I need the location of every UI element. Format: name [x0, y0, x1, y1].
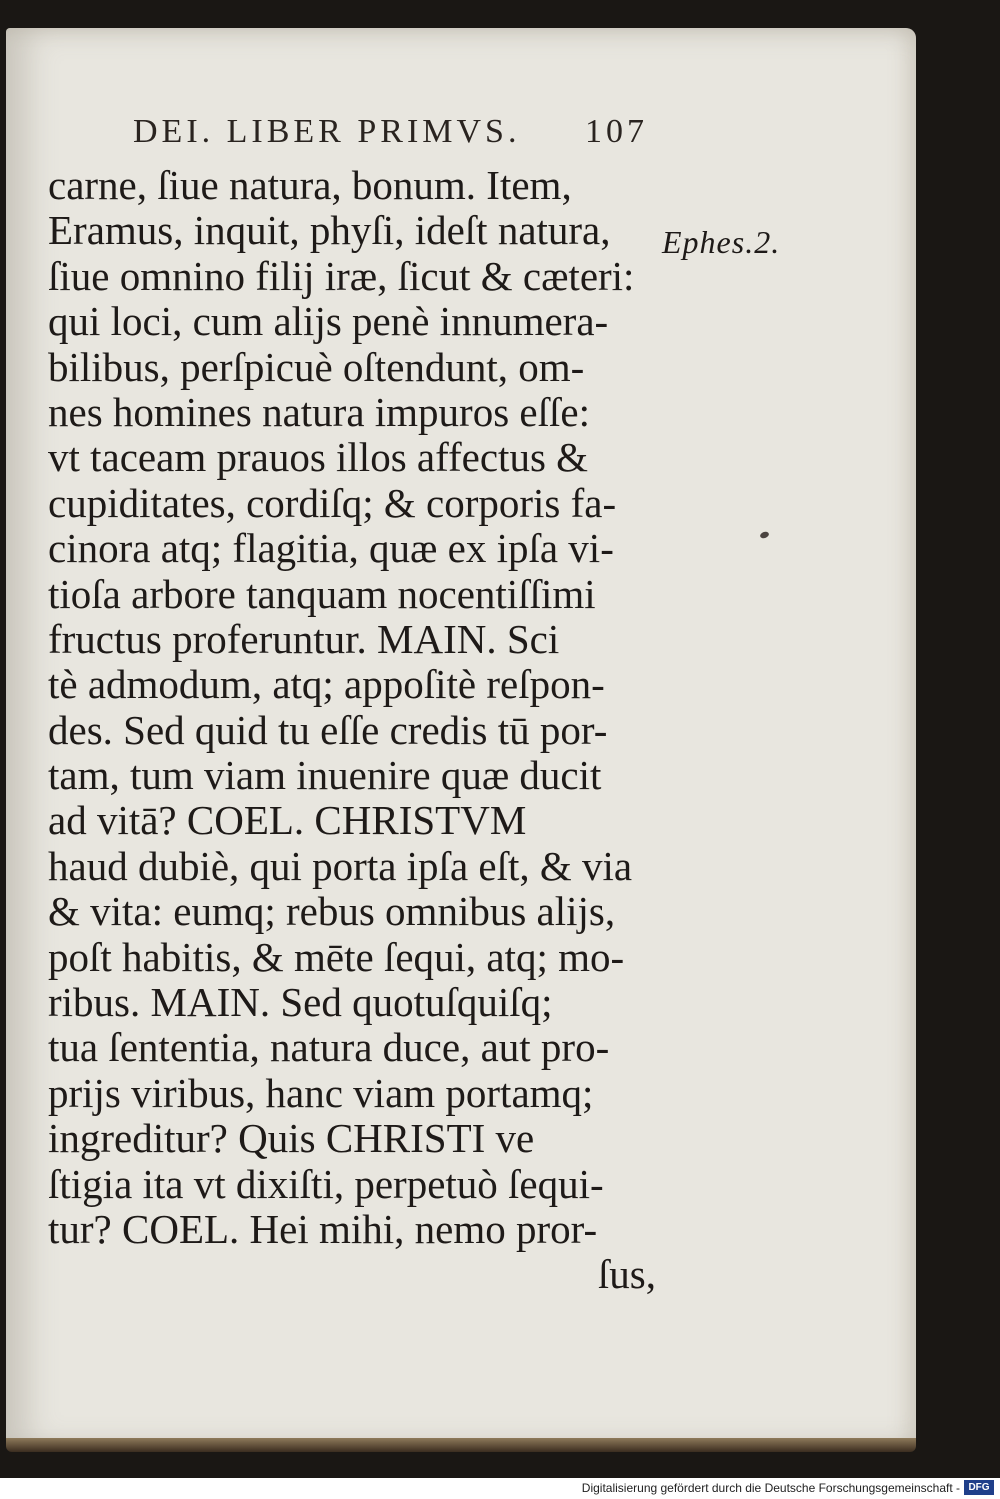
margin-note: Ephes.2.: [662, 224, 781, 260]
body-text: [48, 163, 656, 1298]
text-line: cupiditates, cordiſq; & corporis fa-: [48, 479, 617, 526]
page-number: 107: [585, 113, 648, 150]
text-line: Eramus, inquit, phyſi, ideſt natura,: [48, 207, 611, 254]
text-line: ribus. MAIN. Sed quotuſquiſq;: [48, 979, 553, 1026]
text-line: tua ſententia, natura duce, aut pro-: [48, 1024, 610, 1071]
text-line: poſt habitis, & mēte ſequi, atq; mo-: [48, 933, 625, 980]
text-line: ſtigia ita vt dixiſti, perpetuò ſequi-: [48, 1160, 604, 1207]
text-line: bilibus, perſpicuè oſtendunt, om-: [48, 343, 585, 390]
text-line: nes homines natura impuros eſſe:: [48, 388, 590, 435]
text-line: cinora atq; flagitia, quæ ex ipſa vi-: [48, 525, 614, 572]
text-line: qui loci, cum alijs penè innumera-: [48, 298, 609, 345]
text-line: carne, ſiue natura, bonum. Item,: [48, 162, 572, 208]
text-line: fructus proferuntur. MAIN. Sci: [48, 615, 560, 662]
text-line: ingreditur? Quis CHRISTI ve: [48, 1115, 535, 1162]
text-line: prijs viribus, hanc viam portamq;: [48, 1069, 594, 1116]
text-line: tur? COEL. Hei mihi, nemo pror-: [48, 1205, 598, 1252]
running-head: [133, 108, 648, 156]
text-line: tam, tum viam inuenire quæ ducit: [48, 752, 602, 799]
text-line: & vita: eumq; rebus omnibus alijs,: [48, 888, 616, 935]
running-head-title: DEI. LIBER PRIMVS.: [133, 113, 521, 150]
dfg-logo: DFG: [964, 1480, 994, 1495]
footer-credit: Digitalisierung gefördert durch die Deutsche Forschungsgemeinschaft -: [581, 1481, 960, 1495]
catchword: ſus,: [597, 1251, 656, 1298]
text-line: vt taceam prauos illos affectus &: [48, 434, 589, 481]
text-line: des. Sed quid tu eſſe credis tū por-: [48, 706, 608, 753]
text-line: tè admodum, atq; appoſitè reſpon-: [48, 661, 605, 708]
text-line: ad vitā? COEL. CHRISTVM: [48, 797, 527, 844]
text-line: haud dubiè, qui porta ipſa eſt, & via: [48, 842, 633, 889]
text-line: ſiue omnino filij iræ, ſicut & cæteri:: [48, 252, 635, 299]
text-line: tioſa arbore tanquam nocentiſſimi: [48, 570, 596, 617]
page-edge: [6, 1438, 916, 1452]
